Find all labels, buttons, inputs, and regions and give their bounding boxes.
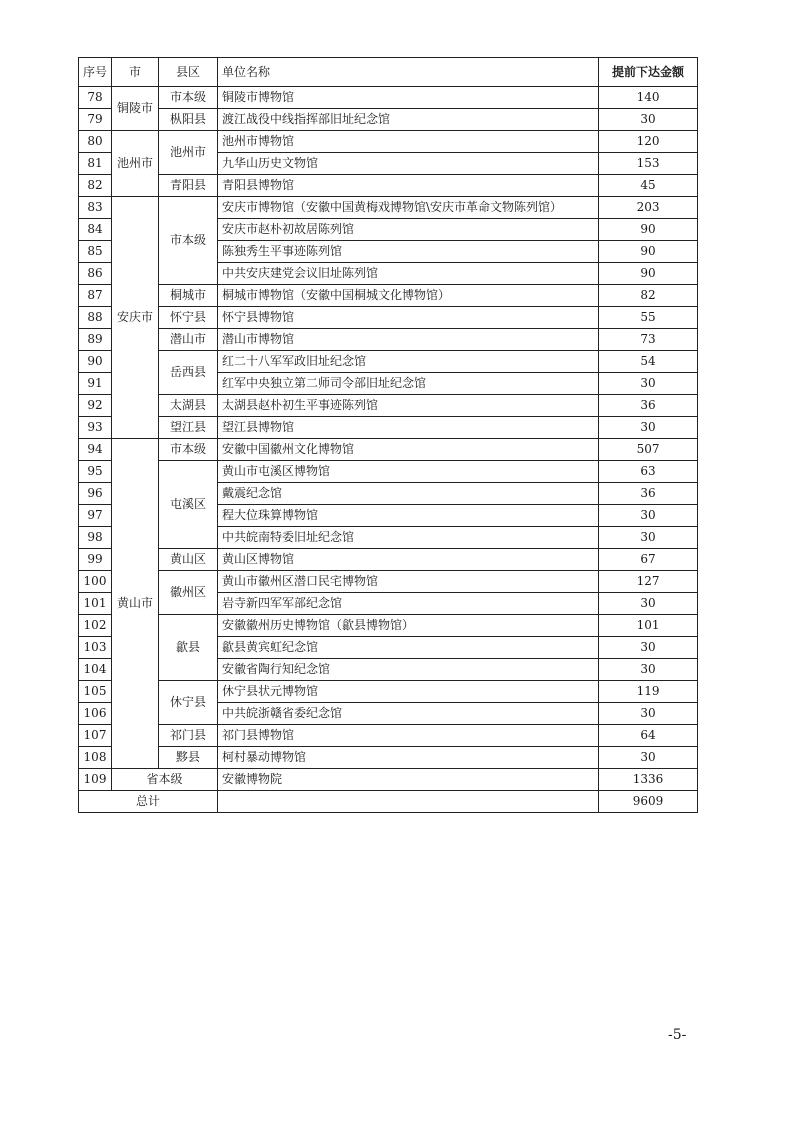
unit-name-cell: 安徽徽州历史博物馆（歙县博物馆） [218, 615, 599, 637]
amount-cell: 30 [599, 747, 698, 769]
amount-cell: 30 [599, 373, 698, 395]
header-seq: 序号 [79, 58, 112, 87]
seq-cell: 89 [79, 329, 112, 351]
seq-cell: 95 [79, 461, 112, 483]
table-row [79, 461, 698, 483]
seq-cell: 86 [79, 263, 112, 285]
county-cell: 桐城市 [159, 285, 218, 307]
county-cell: 休宁县 [159, 681, 218, 725]
amount-cell: 45 [599, 175, 698, 197]
amount-cell: 30 [599, 703, 698, 725]
seq-cell: 87 [79, 285, 112, 307]
county-cell: 市本级 [159, 197, 218, 285]
unit-name-cell: 渡江战役中线指挥部旧址纪念馆 [218, 109, 599, 131]
amount-cell: 63 [599, 461, 698, 483]
county-cell: 望江县 [159, 417, 218, 439]
amount-cell: 73 [599, 329, 698, 351]
amount-cell: 120 [599, 131, 698, 153]
unit-name-cell: 安徽博物院 [218, 769, 599, 791]
table-row [79, 681, 698, 703]
table-row [79, 571, 698, 593]
table-row [79, 87, 698, 109]
city-cell: 黄山市 [112, 439, 159, 769]
county-cell: 太湖县 [159, 395, 218, 417]
table-row [79, 175, 698, 197]
header-city: 市 [112, 58, 159, 87]
seq-cell: 90 [79, 351, 112, 373]
amount-cell: 90 [599, 241, 698, 263]
unit-name-cell: 望江县博物馆 [218, 417, 599, 439]
county-cell: 徽州区 [159, 571, 218, 615]
county-cell: 枞阳县 [159, 109, 218, 131]
seq-cell: 92 [79, 395, 112, 417]
seq-cell: 108 [79, 747, 112, 769]
seq-cell: 82 [79, 175, 112, 197]
unit-name-cell: 太湖县赵朴初生平事迹陈列馆 [218, 395, 599, 417]
unit-name-cell: 中共安庆建党会议旧址陈列馆 [218, 263, 599, 285]
seq-cell: 88 [79, 307, 112, 329]
unit-name-cell: 中共皖浙赣省委纪念馆 [218, 703, 599, 725]
header-county: 县区 [159, 58, 218, 87]
header-name: 单位名称 [218, 58, 599, 87]
table-row [79, 439, 698, 461]
amount-cell: 90 [599, 219, 698, 241]
amount-cell: 30 [599, 505, 698, 527]
county-cell: 市本级 [159, 87, 218, 109]
total-amount: 9609 [599, 791, 698, 813]
unit-name-cell: 休宁县状元博物馆 [218, 681, 599, 703]
amount-cell: 67 [599, 549, 698, 571]
amount-cell: 36 [599, 395, 698, 417]
unit-name-cell: 戴震纪念馆 [218, 483, 599, 505]
seq-cell: 85 [79, 241, 112, 263]
unit-name-cell: 歙县黄宾虹纪念馆 [218, 637, 599, 659]
table-row [79, 747, 698, 769]
amount-cell: 140 [599, 87, 698, 109]
seq-cell: 98 [79, 527, 112, 549]
seq-cell: 96 [79, 483, 112, 505]
table-body [79, 87, 698, 791]
city-cell: 池州市 [112, 131, 159, 197]
city-cell: 安庆市 [112, 197, 159, 439]
seq-cell: 104 [79, 659, 112, 681]
unit-name-cell: 潜山市博物馆 [218, 329, 599, 351]
unit-name-cell: 黄山市屯溪区博物馆 [218, 461, 599, 483]
unit-name-cell: 怀宁县博物馆 [218, 307, 599, 329]
amount-cell: 64 [599, 725, 698, 747]
unit-name-cell: 红二十八军军政旧址纪念馆 [218, 351, 599, 373]
seq-cell: 105 [79, 681, 112, 703]
unit-name-cell: 黄山区博物馆 [218, 549, 599, 571]
city-cell: 铜陵市 [112, 87, 159, 131]
seq-cell: 101 [79, 593, 112, 615]
seq-cell: 100 [79, 571, 112, 593]
county-cell: 市本级 [159, 439, 218, 461]
seq-cell: 97 [79, 505, 112, 527]
county-cell: 岳西县 [159, 351, 218, 395]
unit-name-cell: 黄山市徽州区潜口民宅博物馆 [218, 571, 599, 593]
table-row [79, 725, 698, 747]
unit-name-cell: 程大位珠算博物馆 [218, 505, 599, 527]
table-row [79, 351, 698, 373]
amount-cell: 119 [599, 681, 698, 703]
table-row [79, 197, 698, 219]
table-row [79, 769, 698, 791]
table-row [79, 615, 698, 637]
amount-cell: 36 [599, 483, 698, 505]
county-cell: 歙县 [159, 615, 218, 681]
unit-name-cell: 池州市博物馆 [218, 131, 599, 153]
table-row [79, 285, 698, 307]
unit-name-cell: 安徽省陶行知纪念馆 [218, 659, 599, 681]
county-cell: 池州市 [159, 131, 218, 175]
county-cell: 怀宁县 [159, 307, 218, 329]
seq-cell: 106 [79, 703, 112, 725]
allocation-table [78, 57, 698, 813]
amount-cell: 54 [599, 351, 698, 373]
seq-cell: 94 [79, 439, 112, 461]
unit-name-cell: 九华山历史文物馆 [218, 153, 599, 175]
table-row [79, 307, 698, 329]
unit-name-cell: 祁门县博物馆 [218, 725, 599, 747]
amount-cell: 153 [599, 153, 698, 175]
amount-cell: 30 [599, 593, 698, 615]
amount-cell: 507 [599, 439, 698, 461]
table-row [79, 329, 698, 351]
table-row [79, 395, 698, 417]
unit-name-cell: 桐城市博物馆（安徽中国桐城文化博物馆） [218, 285, 599, 307]
seq-cell: 84 [79, 219, 112, 241]
table-row [79, 109, 698, 131]
unit-name-cell: 红军中央独立第二师司令部旧址纪念馆 [218, 373, 599, 395]
county-cell: 黄山区 [159, 549, 218, 571]
unit-name-cell: 安徽中国徽州文化博物馆 [218, 439, 599, 461]
amount-cell: 30 [599, 659, 698, 681]
total-row [79, 791, 698, 813]
seq-cell: 79 [79, 109, 112, 131]
amount-cell: 90 [599, 263, 698, 285]
unit-name-cell: 陈独秀生平事迹陈列馆 [218, 241, 599, 263]
seq-cell: 103 [79, 637, 112, 659]
county-cell: 黟县 [159, 747, 218, 769]
amount-cell: 30 [599, 637, 698, 659]
amount-cell: 82 [599, 285, 698, 307]
seq-cell: 109 [79, 769, 112, 791]
amount-cell: 30 [599, 417, 698, 439]
page-number: -5- [668, 1027, 687, 1043]
seq-cell: 78 [79, 87, 112, 109]
county-cell: 祁门县 [159, 725, 218, 747]
total-label: 总计 [79, 791, 218, 813]
unit-name-cell: 岩寺新四军军部纪念馆 [218, 593, 599, 615]
total-name-cell [218, 791, 599, 813]
county-cell: 屯溪区 [159, 461, 218, 549]
amount-cell: 30 [599, 109, 698, 131]
amount-cell: 1336 [599, 769, 698, 791]
city-county-cell: 省本级 [112, 769, 218, 791]
county-cell: 潜山市 [159, 329, 218, 351]
table-row [79, 549, 698, 571]
seq-cell: 81 [79, 153, 112, 175]
unit-name-cell: 铜陵市博物馆 [218, 87, 599, 109]
unit-name-cell: 青阳县博物馆 [218, 175, 599, 197]
header-amount: 提前下达金额 [599, 58, 698, 87]
unit-name-cell: 中共皖南特委旧址纪念馆 [218, 527, 599, 549]
seq-cell: 80 [79, 131, 112, 153]
seq-cell: 83 [79, 197, 112, 219]
amount-cell: 127 [599, 571, 698, 593]
amount-cell: 203 [599, 197, 698, 219]
seq-cell: 102 [79, 615, 112, 637]
unit-name-cell: 柯村暴动博物馆 [218, 747, 599, 769]
amount-cell: 30 [599, 527, 698, 549]
seq-cell: 91 [79, 373, 112, 395]
amount-cell: 101 [599, 615, 698, 637]
amount-cell: 55 [599, 307, 698, 329]
seq-cell: 93 [79, 417, 112, 439]
unit-name-cell: 安庆市博物馆（安徽中国黄梅戏博物馆\安庆市革命文物陈列馆） [218, 197, 599, 219]
seq-cell: 99 [79, 549, 112, 571]
unit-name-cell: 安庆市赵朴初故居陈列馆 [218, 219, 599, 241]
seq-cell: 107 [79, 725, 112, 747]
table-row [79, 417, 698, 439]
county-cell: 青阳县 [159, 175, 218, 197]
table-row [79, 131, 698, 153]
table-header-row [79, 58, 698, 87]
